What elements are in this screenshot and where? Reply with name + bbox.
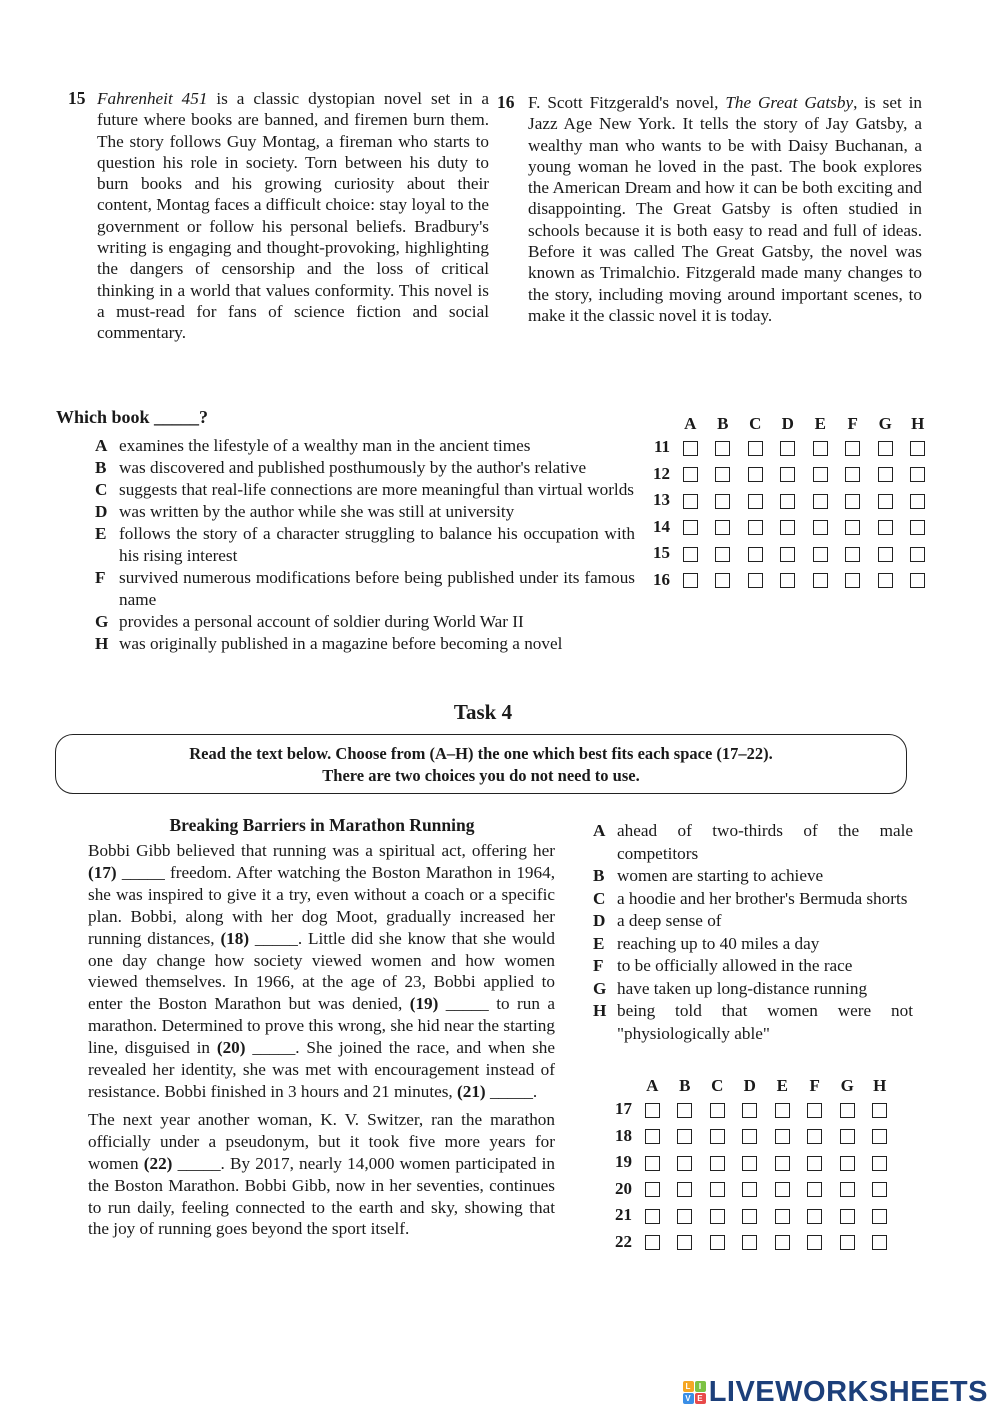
grid-row: [644, 434, 934, 461]
grid-row-number: 22: [615, 1231, 632, 1251]
logo-tile: V: [683, 1393, 694, 1404]
checkbox-22-G[interactable]: [840, 1235, 855, 1250]
checkbox-15-A[interactable]: [683, 547, 698, 562]
grid-column-A: A: [646, 1076, 659, 1095]
checkbox-16-A[interactable]: [683, 573, 698, 588]
logo-tile: E: [695, 1393, 706, 1404]
text-segment: _____.: [485, 1081, 538, 1101]
checkbox-21-A[interactable]: [645, 1209, 660, 1224]
grid-row-number: 12: [653, 463, 670, 483]
checkbox-16-D[interactable]: [780, 573, 795, 588]
option-text: reaching up to 40 miles a day: [617, 933, 820, 953]
checkbox-22-C[interactable]: [710, 1235, 725, 1250]
option-letter: E: [95, 524, 107, 543]
checkbox-14-A[interactable]: [683, 520, 698, 535]
option-text: being told that women were not "physiologically able": [617, 1001, 913, 1043]
checkbox-17-D[interactable]: [742, 1103, 757, 1118]
checkbox-12-H[interactable]: [910, 467, 925, 482]
option-text: survived numerous modifications before being published under its famous name: [119, 568, 635, 609]
checkbox-15-D[interactable]: [780, 547, 795, 562]
text-segment: _____. Little did she know that she would one day change how society viewed women and how women viewed themselves. In 1966, at the age of 23, Bobbi applied to enter the Boston Marathon but was denied,: [88, 928, 555, 1014]
option-E: [593, 933, 913, 956]
option-B: [95, 457, 635, 479]
checkbox-15-E[interactable]: [813, 547, 828, 562]
checkbox-12-F[interactable]: [845, 467, 860, 482]
option-C: [593, 888, 913, 911]
checkbox-17-F[interactable]: [807, 1103, 822, 1118]
grid-row-number: 18: [615, 1125, 632, 1145]
option-text: women are starting to achieve: [617, 866, 824, 885]
grid-column-F: F: [809, 1076, 820, 1095]
option-D: [95, 501, 635, 523]
checkbox-21-D[interactable]: [742, 1209, 757, 1224]
checkbox-12-C[interactable]: [748, 467, 763, 482]
checkbox-11-D[interactable]: [780, 441, 795, 456]
grid-row: [606, 1229, 896, 1256]
text-number-15: 15: [68, 88, 86, 108]
checkbox-22-H[interactable]: [872, 1235, 887, 1250]
option-letter: B: [95, 458, 107, 477]
option-C: [95, 479, 635, 501]
grid-row-number: 19: [615, 1152, 632, 1172]
option-G: [95, 611, 635, 633]
option-text: examines the lifestyle of a wealthy man in the ancient times: [119, 436, 531, 455]
grid-row-number: 13: [653, 490, 670, 510]
checkbox-18-D[interactable]: [742, 1129, 757, 1144]
text-15-body: [97, 88, 489, 344]
checkbox-12-G[interactable]: [878, 467, 893, 482]
checkbox-17-C[interactable]: [710, 1103, 725, 1118]
checkbox-19-B[interactable]: [677, 1156, 692, 1171]
checkbox-11-F[interactable]: [845, 441, 860, 456]
checkbox-11-G[interactable]: [878, 441, 893, 456]
grid-column-C: C: [749, 414, 762, 433]
passage-body: [88, 840, 555, 1240]
checkbox-15-G[interactable]: [878, 547, 893, 562]
grid-column-H: H: [873, 1076, 887, 1095]
grid-column-E: E: [814, 414, 826, 433]
checkbox-14-E[interactable]: [813, 520, 828, 535]
option-A: [95, 435, 635, 457]
option-text: to be officially allowed in the race: [617, 956, 853, 975]
grid-row: [644, 461, 934, 488]
instruction-box: [55, 734, 907, 794]
task-title: Task 4: [453, 700, 513, 724]
checkbox-16-H[interactable]: [910, 573, 925, 588]
checkbox-19-C[interactable]: [710, 1156, 725, 1171]
grid-column-G: G: [840, 1076, 854, 1095]
logo-tile: I: [695, 1381, 706, 1392]
checkbox-13-D[interactable]: [780, 494, 795, 509]
checkbox-21-E[interactable]: [775, 1209, 790, 1224]
checkbox-20-F[interactable]: [807, 1182, 822, 1197]
option-letter: F: [95, 568, 106, 587]
text-segment: , is set in Jazz Age New York. It tells the story of Jay Gatsby, a wealthy man who wants to be with Daisy Buchanan, a young woman he loved in the past. The book explores the American Dream and how it can be both exciting and disappointing. The Great Gatsby is often studied in schools because it is both easy to read and full of ideas. Before it was called The Great Gatsby, the novel was known as Trimalchio. Fitzgerald made many changes to the story, including moving around important scenes, to make it the classic novel it is today.: [528, 93, 922, 325]
checkbox-20-E[interactable]: [775, 1182, 790, 1197]
checkbox-16-F[interactable]: [845, 573, 860, 588]
grid-column-C: C: [711, 1076, 724, 1095]
checkbox-17-G[interactable]: [840, 1103, 855, 1118]
instruction-line-1: Read the text below. Choose from (A–H) the one which best fits each space (17–22).: [189, 744, 773, 763]
grid-column-F: F: [847, 414, 858, 433]
checkbox-22-A[interactable]: [645, 1235, 660, 1250]
option-text: a hoodie and her brother's Bermuda shorts: [617, 888, 908, 908]
grid-row: [606, 1202, 896, 1229]
liveworksheets-logo: [683, 1376, 988, 1409]
grid-column-G: G: [878, 414, 892, 433]
grid-column-D: D: [781, 414, 794, 433]
option-text: provides a personal account of soldier during World War II: [119, 612, 524, 631]
checkbox-12-E[interactable]: [813, 467, 828, 482]
checkbox-16-B[interactable]: [715, 573, 730, 588]
checkbox-11-E[interactable]: [813, 441, 828, 456]
text-segment: Fahrenheit 451: [97, 89, 208, 108]
option-letter: D: [593, 911, 606, 930]
checkbox-15-H[interactable]: [910, 547, 925, 562]
checkbox-13-G[interactable]: [878, 494, 893, 509]
grid-row: [644, 514, 934, 541]
checkbox-18-E[interactable]: [775, 1129, 790, 1144]
checkbox-16-E[interactable]: [813, 573, 828, 588]
text-segment: The Great Gatsby: [725, 93, 854, 112]
checkbox-11-H[interactable]: [910, 441, 925, 456]
text-segment: _____ to run a marathon. Determined to prove this wrong, she hid near the starting line, disguised in: [88, 994, 555, 1058]
checkbox-18-H[interactable]: [872, 1129, 887, 1144]
option-letter: G: [95, 612, 109, 631]
grid-row-number: 11: [653, 437, 670, 457]
blank-number: (21): [457, 1081, 486, 1101]
blank-number: (19): [409, 994, 439, 1014]
option-F: [95, 567, 635, 611]
option-H: [593, 1000, 913, 1045]
checkbox-20-B[interactable]: [677, 1182, 692, 1197]
option-text: ahead of two-thirds of the male competitors: [617, 821, 913, 863]
text-segment: The next year another woman, K. V. Switzer, ran the marathon officially under a pseudonym, but it took five more years for women: [88, 1109, 555, 1173]
checkbox-14-B[interactable]: [715, 520, 730, 535]
checkbox-20-H[interactable]: [872, 1182, 887, 1197]
checkbox-17-H[interactable]: [872, 1103, 887, 1118]
option-letter: C: [593, 888, 606, 908]
checkbox-12-D[interactable]: [780, 467, 795, 482]
grid-row: [606, 1096, 896, 1123]
checkbox-18-B[interactable]: [677, 1129, 692, 1144]
checkbox-19-G[interactable]: [840, 1156, 855, 1171]
option-E: [95, 523, 635, 567]
option-text: was originally published in a magazine before becoming a novel: [119, 634, 563, 653]
checkbox-21-H[interactable]: [872, 1209, 887, 1224]
grid-row-number: 16: [653, 569, 670, 589]
logo-text: LIVEWORKSHEETS: [708, 1376, 988, 1408]
blank-number: (20): [216, 1038, 246, 1058]
grid-row: [644, 540, 934, 567]
checkbox-18-F[interactable]: [807, 1129, 822, 1144]
text-number-16: 16: [497, 92, 515, 112]
option-D: [593, 910, 913, 933]
grid-row-number: 17: [615, 1099, 632, 1119]
option-letter: F: [593, 956, 604, 975]
checkbox-13-A[interactable]: [683, 494, 698, 509]
checkbox-20-D[interactable]: [742, 1182, 757, 1197]
checkbox-17-A[interactable]: [645, 1103, 660, 1118]
logo-tiles-icon: [683, 1381, 706, 1404]
checkbox-15-B[interactable]: [715, 547, 730, 562]
blank-number: (17): [88, 862, 117, 882]
checkbox-18-A[interactable]: [645, 1129, 660, 1144]
checkbox-22-E[interactable]: [775, 1235, 790, 1250]
blank-number: (22): [143, 1153, 173, 1173]
grid-column-A: A: [684, 414, 697, 433]
text-16-body: [528, 92, 922, 326]
option-text: suggests that real-life connections are more meaningful than virtual worlds: [119, 480, 634, 499]
answer-grid-11-16: [644, 414, 934, 593]
checkbox-14-C[interactable]: [748, 520, 763, 535]
passage-title: Breaking Barriers in Marathon Running: [169, 815, 475, 835]
option-G: [593, 978, 913, 1001]
grid-column-E: E: [776, 1076, 788, 1095]
question-prompt: Which book _____?: [56, 407, 209, 427]
checkbox-18-C[interactable]: [710, 1129, 725, 1144]
option-letter: H: [95, 634, 109, 653]
checkbox-13-H[interactable]: [910, 494, 925, 509]
options-list-1: [95, 435, 635, 655]
option-text: follows the story of a character struggling to balance his occupation with his rising interest: [119, 524, 635, 565]
text-segment: is a classic dystopian novel set in a future where books are banned, and firemen burn them. The story follows Guy Montag, a fireman who starts to question his role in society. Torn between his duty to burn books and his growing curiosity about their content, Montag faces a difficult choice: stay loyal to the government or follow his personal beliefs. Bradbury's writing is engaging and thought-provoking, highlighting the dangers of censorship and the loss of critical thinking in a world that values conformity. This novel is a must-read for fans of science fiction and social commentary.: [97, 89, 489, 343]
grid-row-number: 20: [615, 1178, 632, 1198]
option-letter: G: [593, 978, 607, 998]
checkbox-15-F[interactable]: [845, 547, 860, 562]
grid-column-B: B: [679, 1076, 691, 1095]
text-segment: Bobbi Gibb believed that running was a spiritual act, offering her: [88, 841, 555, 860]
checkbox-14-D[interactable]: [780, 520, 795, 535]
grid-column-D: D: [743, 1076, 756, 1095]
checkbox-20-G[interactable]: [840, 1182, 855, 1197]
option-A: [593, 820, 913, 865]
grid-row: [606, 1176, 896, 1203]
answer-grid-17-22: [606, 1076, 896, 1255]
option-F: [593, 955, 913, 978]
option-letter: E: [593, 933, 605, 953]
instruction-line-2: There are two choices you do not need to use.: [322, 766, 640, 785]
checkbox-21-C[interactable]: [710, 1209, 725, 1224]
option-H: [95, 633, 635, 655]
checkbox-19-H[interactable]: [872, 1156, 887, 1171]
checkbox-15-C[interactable]: [748, 547, 763, 562]
checkbox-17-E[interactable]: [775, 1103, 790, 1118]
text-segment: _____. She joined the race, and when she revealed her identity, she was met with encouragement instead of resistance. Bobbi finished in 3 hours and 21 minutes,: [88, 1038, 555, 1101]
option-letter: B: [593, 866, 605, 885]
option-text: was discovered and published posthumously by the author's relative: [119, 458, 587, 477]
checkbox-20-C[interactable]: [710, 1182, 725, 1197]
grid-row-number: 14: [653, 516, 670, 536]
checkbox-19-E[interactable]: [775, 1156, 790, 1171]
checkbox-22-B[interactable]: [677, 1235, 692, 1250]
checkbox-19-F[interactable]: [807, 1156, 822, 1171]
grid-row-number: 15: [653, 543, 670, 563]
option-text: was written by the author while she was still at university: [119, 502, 515, 521]
option-letter: C: [95, 480, 108, 499]
option-letter: A: [593, 821, 606, 840]
logo-tile: L: [683, 1381, 694, 1392]
checkbox-11-A[interactable]: [683, 441, 698, 456]
checkbox-21-F[interactable]: [807, 1209, 822, 1224]
checkbox-22-D[interactable]: [742, 1235, 757, 1250]
option-text: have taken up long-distance running: [617, 978, 868, 998]
grid-row: [606, 1149, 896, 1176]
checkbox-16-C[interactable]: [748, 573, 763, 588]
checkbox-11-B[interactable]: [715, 441, 730, 456]
text-segment: _____ freedom. After watching the Boston Marathon in 1964, she was inspired to give it a try, even without a coach or a specific plan. Bobbi, along with her dog Moot, gradually increased her running distances,: [88, 862, 555, 948]
checkbox-19-A[interactable]: [645, 1156, 660, 1171]
checkbox-11-C[interactable]: [748, 441, 763, 456]
checkbox-16-G[interactable]: [878, 573, 893, 588]
option-text: a deep sense of: [617, 911, 722, 930]
option-letter: A: [95, 436, 108, 455]
grid-column-H: H: [911, 414, 925, 433]
checkbox-13-C[interactable]: [748, 494, 763, 509]
options-list-2: [593, 820, 913, 1045]
grid-column-B: B: [717, 414, 729, 433]
checkbox-12-B[interactable]: [715, 467, 730, 482]
checkbox-22-F[interactable]: [807, 1235, 822, 1250]
grid-row-number: 21: [615, 1205, 632, 1225]
option-letter: D: [95, 502, 108, 521]
checkbox-13-B[interactable]: [715, 494, 730, 509]
checkbox-14-H[interactable]: [910, 520, 925, 535]
checkbox-21-B[interactable]: [677, 1209, 692, 1224]
checkbox-19-D[interactable]: [742, 1156, 757, 1171]
text-segment: _____. By 2017, nearly 14,000 women participated in the Boston Marathon. Bobbi Gibb, now in her seventies, continues to run daily, feeling connected to the earth and sky, showing that the joy of running goes beyond the sport itself.: [88, 1153, 555, 1239]
checkbox-18-G[interactable]: [840, 1129, 855, 1144]
grid-row: [606, 1123, 896, 1150]
checkbox-14-G[interactable]: [878, 520, 893, 535]
passage-paragraph: [88, 1109, 555, 1240]
checkbox-13-F[interactable]: [845, 494, 860, 509]
passage-paragraph: [88, 840, 555, 1103]
option-letter: H: [593, 1001, 607, 1020]
checkbox-17-B[interactable]: [677, 1103, 692, 1118]
blank-number: (18): [220, 928, 250, 948]
checkbox-21-G[interactable]: [840, 1209, 855, 1224]
text-segment: F. Scott Fitzgerald's novel,: [528, 93, 726, 112]
option-B: [593, 865, 913, 888]
checkbox-12-A[interactable]: [683, 467, 698, 482]
grid-row: [644, 567, 934, 594]
checkbox-13-E[interactable]: [813, 494, 828, 509]
checkbox-14-F[interactable]: [845, 520, 860, 535]
checkbox-20-A[interactable]: [645, 1182, 660, 1197]
grid-row: [644, 487, 934, 514]
